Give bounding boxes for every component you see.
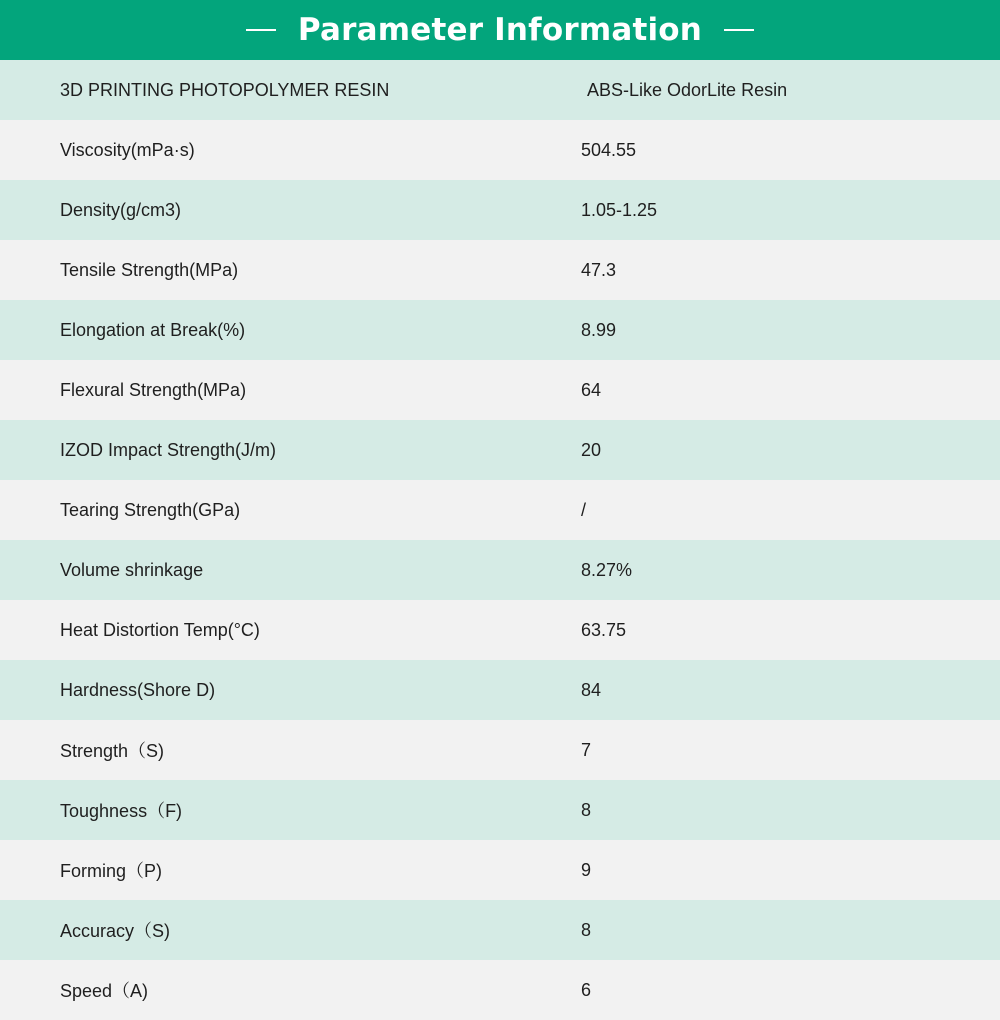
row-label: Speed（A)	[60, 981, 149, 1001]
right-dash-decoration	[724, 29, 754, 31]
table-row	[0, 360, 1000, 420]
table-row	[0, 420, 1000, 480]
row-value: 1.05-1.25	[581, 199, 658, 220]
row-label: Heat Distortion Temp(°C)	[60, 619, 260, 640]
section-title: Parameter Information	[297, 12, 703, 48]
table-row	[0, 480, 1000, 540]
row-value: 6	[581, 979, 592, 1000]
table-row	[0, 120, 1000, 180]
row-value: 8.27%	[581, 559, 633, 580]
table-row	[0, 900, 1000, 960]
table-row	[0, 540, 1000, 600]
table-row	[0, 600, 1000, 660]
row-value: 20	[581, 439, 602, 460]
header-label: 3D PRINTING PHOTOPOLYMER RESIN	[60, 79, 390, 100]
table-header-row	[0, 60, 1000, 120]
row-value: 8	[581, 799, 592, 820]
row-value: 504.55	[581, 139, 637, 160]
row-value: 7	[581, 739, 592, 760]
parameter-table	[0, 60, 1000, 1020]
table-row	[0, 780, 1000, 840]
row-value: /	[581, 499, 587, 520]
section-header	[0, 0, 1000, 60]
header-value: ABS-Like OdorLite Resin	[587, 79, 788, 100]
row-label: IZOD Impact Strength(J/m)	[60, 439, 277, 460]
row-label: Hardness(Shore D)	[60, 679, 216, 700]
table-row	[0, 180, 1000, 240]
table-row	[0, 720, 1000, 780]
row-label: Toughness（F)	[60, 801, 183, 821]
table-row	[0, 300, 1000, 360]
table-row	[0, 960, 1000, 1020]
row-value: 8	[581, 919, 592, 940]
table-row	[0, 660, 1000, 720]
row-value: 47.3	[581, 259, 617, 280]
row-value: 9	[581, 859, 592, 880]
row-label: Density(g/cm3)	[60, 199, 182, 220]
row-label: Forming（P)	[60, 861, 163, 881]
table-row	[0, 840, 1000, 900]
row-value: 84	[581, 679, 602, 700]
row-label: Accuracy（S)	[60, 921, 171, 941]
row-value: 63.75	[581, 619, 627, 640]
row-label: Elongation at Break(%)	[60, 319, 246, 340]
row-label: Volume shrinkage	[60, 559, 204, 580]
row-label: Tearing Strength(GPa)	[60, 499, 241, 520]
row-value: 64	[581, 379, 602, 400]
row-value: 8.99	[581, 319, 617, 340]
left-dash-decoration	[246, 29, 276, 31]
row-label: Flexural Strength(MPa)	[60, 379, 247, 400]
row-label: Viscosity(mPa·s)	[60, 139, 195, 160]
row-label: Strength（S)	[60, 741, 165, 761]
table-row	[0, 240, 1000, 300]
row-label: Tensile Strength(MPa)	[60, 259, 239, 280]
